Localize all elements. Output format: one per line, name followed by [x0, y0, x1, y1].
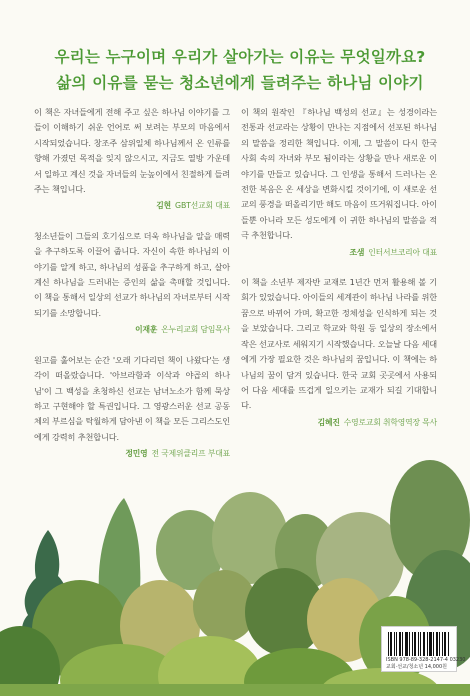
- endorser-name: 김현: [156, 201, 172, 211]
- endorsement-text: 이 책의 원작인 『하나님 백성의 선교』는 성경이라는 전통과 선교라는 상황이 만나는 지점에서 선포된 하나님의 말씀을 정리한 책입니다. 이제, 그 말씀이 다시 한국 사회 속의 자녀와 부모 됨이라는 상황을 만나 새로운 이야기를 만들고 있습니다. 그 인생을 통해서 드러나는 온전한 복음은 온 세상을 변화시킬 것이기에, 이 새로운 선교의 풍경을 떠올리기만 해도 마음이 뜨거워집니다. 아이들뿐 아니라 모든 성도에게 이 귀한 하나님의 말씀을 적극 추천합니다.: [241, 107, 437, 241]
- ground: [0, 684, 470, 696]
- endorser-name: 이재훈: [135, 325, 158, 335]
- endorser-name: 정민영: [125, 449, 148, 459]
- endorser-org: 인터서브코리아 대표: [368, 247, 437, 257]
- endorser-name: 김혜진: [317, 417, 340, 427]
- isbn-number: ISBN 978-89-328-2147-4 03230: [386, 657, 466, 663]
- endorser-org: 온누리교회 담임목사: [161, 325, 230, 335]
- isbn-barcode-box: [381, 626, 466, 672]
- endorsement-signature: [34, 198, 230, 213]
- headline: [40, 44, 440, 96]
- barcode-icon: [387, 632, 451, 656]
- endorser-name: 조샘: [349, 247, 365, 257]
- endorsement-signature: [34, 322, 230, 337]
- endorsement-text: 청소년들이 그들의 호기심으로 더욱 하나님을 알을 매력을 추구하도록 이끌어 줍니다. 자신이 속한 하나님의 이야기를 알게 하고, 하나님의 성품을 추구하게 하고, 살아 계신 하나님을 드러내는 증인의 삶을 촉매할 것입니다. 이 책을 통해서 일상의 선교가 하나님의 자녀로부터 시작되기를 소망합니다.: [34, 230, 230, 318]
- endorser-org: GBT선교회 대표: [175, 201, 230, 211]
- endorsement-text: 이 책은 자녀들에게 전해 주고 싶은 하나님 이야기를 그들이 이해하기 쉬운 언어로 써 보려는 부모의 마음에서 시작되었습니다. 창조주 삼위일체 하나님께서 온 인류를 향해 가졌던 목적을 잊지 않으시고, 지금도 열방 가운데서 일하고 계신 것을 자녀들의 눈높이에서 친절하게 들려주는 책입니다.: [34, 107, 230, 195]
- endorsement-block: [241, 105, 437, 260]
- headline-line-1: 우리는 누구이며 우리가 살아가는 이유는 무엇일까요?: [54, 48, 426, 66]
- endorsement-block: [34, 229, 230, 338]
- endorsement-text: 원고를 훑어보는 순간 '오래 기다리던 책이 나왔다'는 생각이 떠올랐습니다. '아브라함과 이삭과 야곱의 하나님'이 그 백성을 초청하신 선교는 남녀노소가 함께 묵상하고 구현해야 할 특권입니다. 그 영광스러운 선교 공동체의 부르심을 탁월하게 담아낸 이 책을 모든 그리스도인에게 강력히 추천합니다.: [34, 354, 230, 442]
- endorsement-block: [34, 105, 230, 214]
- endorser-org: 전 국제위클리프 부대표: [151, 449, 230, 459]
- endorsement-signature: [241, 245, 437, 260]
- headline-line-2: 삶의 이유를 묻는 청소년에게 들려주는 하나님 이야기: [56, 74, 424, 92]
- endorsement-column-right: [241, 105, 437, 445]
- endorser-org: 수영로교회 취학영역장 목사: [343, 417, 437, 427]
- category-price: 교회·선교/청소년 14,000원: [386, 664, 447, 670]
- endorsement-text: 이 책을 소년부 제자반 교재로 1년간 먼저 활용해 볼 기회가 있었습니다. 아이들의 세계관이 하나님 나라를 위한 꿈으로 바뀌어 가며, 확고한 정체성을 인식하게 되는 것을 보았습니다. 그리고 학교와 학원 등 일상의 장소에서 작은 선교사로 세워지기 시작했습니다. 오늘날 다음 세대에게 가장 필요한 것은 하나님의 꿈입니다. 이 책에는 하나님의 꿈이 담겨 있습니다. 한국 교회 곳곳에서 사용되어 다음 세대를 뜨겁게 일으키는 교재가 되길 기대합니다.: [241, 277, 437, 411]
